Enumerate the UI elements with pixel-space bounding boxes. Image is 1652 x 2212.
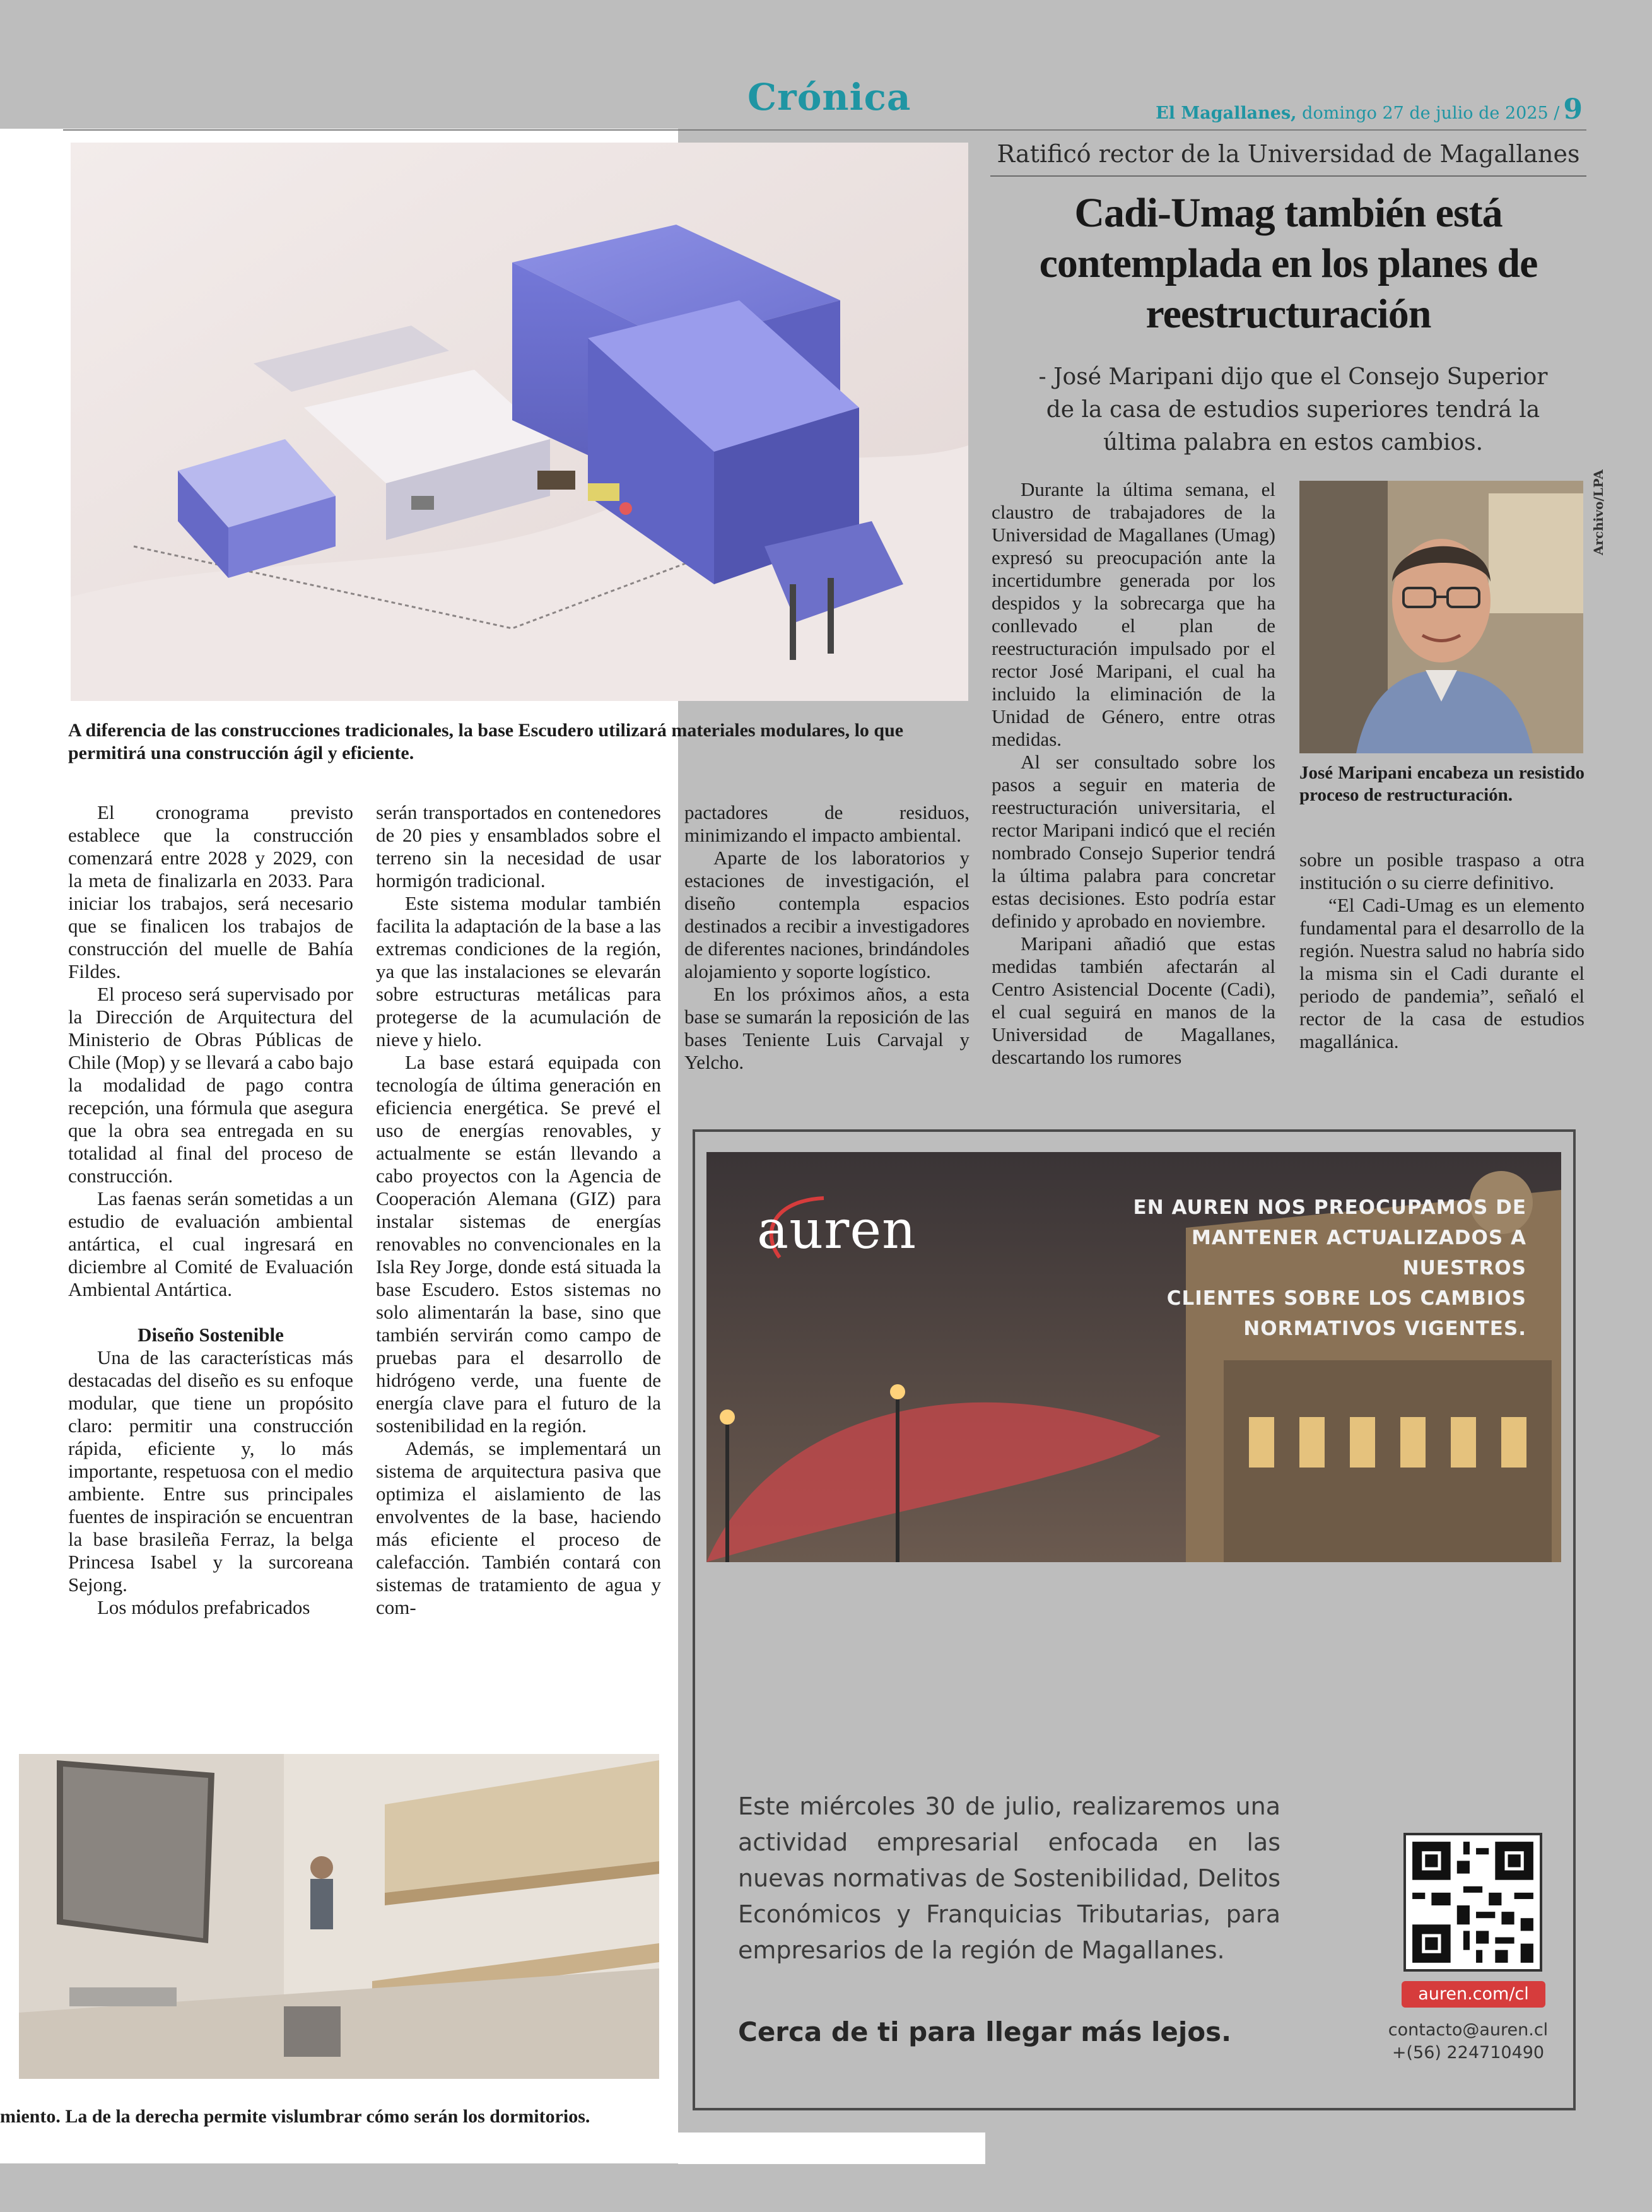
page-folio (1156, 93, 1583, 126)
paragraph: El proceso será supervisado por la Dirección de Arquitectura del Ministerio de Obras Públicas de Chile (Mop) y se llevará a cabo bajo la modalidad de pago contra recepción, una fórmula que asegura que la obra sea entregada en su totalidad al final del proceso de construcción. (68, 983, 353, 1187)
qr-code-icon[interactable] (1403, 1833, 1542, 1972)
paragraph: En los próximos años, a esta base se sumarán la reposición de las bases Teniente Luis Carvajal y Yelcho. (684, 983, 970, 1073)
folio-separator: / (1554, 103, 1560, 123)
paragraph: El cronograma previsto establece que la construcción comenzará entre 2028 y 2029, con la meta de finalizarla en 2033. Para iniciar los trabajos, será necesario que se finalicen los trabajos de construcción del muelle de Bahía Fildes. (68, 801, 353, 982)
tagline-line: EN AUREN NOS PREOCUPAMOS DE (1133, 1196, 1526, 1219)
portrait-caption: José Maripani encabeza un resistido proceso de restructuración. (1299, 763, 1585, 805)
ad-body-text: Este miércoles 30 de julio, realizaremos una actividad empresarial enfocada en las nuevas normativas de Sostenibilidad, Delitos Económicos y Franquicias Tributarias, para empresarios de la región de Magallanes. (738, 1792, 1280, 1964)
rector-portrait-photo (1299, 481, 1583, 753)
paragraph: Maripani añadió que estas medidas también afectarán al Centro Asistencial Docente (Cadi), el cual seguirá en manos de la Universidad de Magallanes, descartando los rumores (992, 932, 1275, 1068)
ad-website-link[interactable]: auren.com/cl (1402, 1981, 1545, 2008)
tagline-line: CLIENTES SOBRE LOS CAMBIOS (1166, 1287, 1526, 1310)
paragraph: “El Cadi-Umag es un elemento fundamental para el desarrollo de la región. Nuestra salud no habría sido la misma sin el Cadi durante el periodo de pandemia”, señaló el rector de la casa de estudios magallánica. (1299, 894, 1585, 1052)
left-story-column-2 (376, 801, 661, 1619)
paragraph: Una de las características más destacadas del diseño es su enfoque modular, que tiene un propósito claro: permitir una construcción rápida, eficiente y, lo más importante, respetuosa con el medio ambiente. Entre sus principales fuentes de inspiración se encuentran la base brasileña Ferraz, la belga Princesa Isabel y la surcoreana Sejong. (68, 1346, 353, 1596)
ad-tagline (1072, 1192, 1526, 1344)
subheading: Diseño Sostenible (138, 1324, 284, 1346)
antarctic-base-render-photo (71, 143, 968, 701)
paragraph: pactadores de residuos, minimizando el impacto ambiental. (684, 801, 970, 846)
right-story-column-2 (1299, 849, 1585, 1053)
ad-email[interactable]: contacto@auren.cl (1388, 2020, 1549, 2040)
left-story-column-1 (68, 801, 353, 1619)
story-kicker: Ratificó rector de la Universidad de Magallanes (997, 140, 1580, 168)
dormitory-illustration (19, 1754, 659, 2079)
paragraph: Los módulos prefabricados (97, 1596, 310, 1618)
base-render-illustration (71, 143, 968, 701)
tagline-line: NORMATIVOS VIGENTES. (1243, 1317, 1526, 1340)
story-headline: Cadi-Umag también está contemplada en los planes de reestructuración (1039, 190, 1538, 337)
paragraph: Durante la última semana, el claustro de trabajadores de la Universidad de Magallanes (Umag) expresó su preocupación ante la incertidumbre generada por los despidos y la sobrecarga que ha conllevado el plan de reestructuración impulsado por el rector José Maripani, el cual ha incluido la eliminación de la Unidad de Género, entre otras medidas. (992, 478, 1275, 750)
paper-name: El Magallanes, (1156, 103, 1297, 123)
photo-credit: Archivo/LPA (1591, 469, 1606, 555)
portrait-illustration (1299, 481, 1583, 753)
dormitory-render-photo (19, 1754, 659, 2079)
paragraph: La base estará equipada con tecnología de última generación en eficiencia energética. Se prevé el uso de energías renovables, y actualmente se están llevando a cabo proyectos con la Agencia de Cooperación Alemana (GIZ) para instalar sistemas de energías renovables no convencionales en la Isla Rey Jorge, donde está situada la base Escudero. Estos sistemas no solo alimentarán la base, sino que también servirán como campo de pruebas para el desarrollo de hidrógeno verde, una fuente de energía clave para el futuro de la sostenibilidad en la región. (376, 1051, 661, 1437)
left-story-column-3 (684, 801, 970, 1074)
section-title: Crónica (747, 76, 911, 119)
paragraph: serán transportados en contenedores de 20 pies y ensamblados sobre el terreno sin la necesidad de usar hormigón tradicional. (376, 801, 661, 891)
issue-date: domingo 27 de julio de 2025 (1302, 103, 1549, 123)
paragraph: Además, se implementará un sistema de arquitectura pasiva que optimiza el aislamiento de las envolventes de la base, haciendo más eficiente el proceso de calefacción. También contará con sistemas de tratamiento de agua y com- (376, 1437, 661, 1618)
paragraph: sobre un posible traspaso a otra institución o su cierre definitivo. (1299, 849, 1585, 893)
right-story-column-1 (992, 478, 1275, 1069)
paragraph: Las faenas serán sometidas a un estudio de evaluación ambiental antártica, el cual ingresará en diciembre al Comité de Evaluación Ambiental Antártica. (68, 1187, 353, 1300)
kicker-rule (990, 175, 1586, 177)
paper-sheet-strip (678, 2133, 985, 2164)
auren-logo: auren (757, 1199, 917, 1261)
ad-slogan: Cerca de ti para llegar más lejos. (738, 2016, 1232, 2047)
dormitory-photo-caption: miento. La de la derecha permite vislumbrar cómo serán los dormitorios. (0, 2106, 590, 2127)
ad-phone: +(56) 224710490 (1391, 2043, 1545, 2062)
header-rule (63, 129, 1586, 131)
page-number: 9 (1563, 93, 1583, 126)
ad-contact-info (1375, 2019, 1561, 2064)
story-deck: - José Maripani dijo que el Consejo Superior de la casa de estudios superiores tendrá la última palabra en estos cambios. (1038, 364, 1548, 456)
tagline-line: MANTENER ACTUALIZADOS A NUESTROS (1192, 1227, 1526, 1280)
qr-code-pattern (1406, 1835, 1540, 1969)
paragraph: Al ser consultado sobre los pasos a seguir en materia de reestructuración universitaria, el rector Maripani indicó que el recién nombrado Consejo Superior tendrá la última palabra para concretar estas decisiones. Esto podría estar definido y aprobado en noviembre. (992, 751, 1275, 932)
main-photo-caption: A diferencia de las construcciones tradicionales, la base Escudero utilizará materiales modulares, lo que permitirá una construcción ágil y eficiente. (68, 720, 904, 763)
paragraph: Este sistema modular también facilita la adaptación de la base a las extremas condiciones de la región, ya que las instalaciones se elevarán sobre estructuras metálicas para protegerse de la acumulación de nieve y hielo. (376, 892, 661, 1050)
paragraph: Aparte de los laboratorios y estaciones de investigación, el diseño contempla espacios destinados a recibir a investigadores de diferentes naciones, brindándoles alojamiento y soporte logístico. (684, 847, 970, 982)
